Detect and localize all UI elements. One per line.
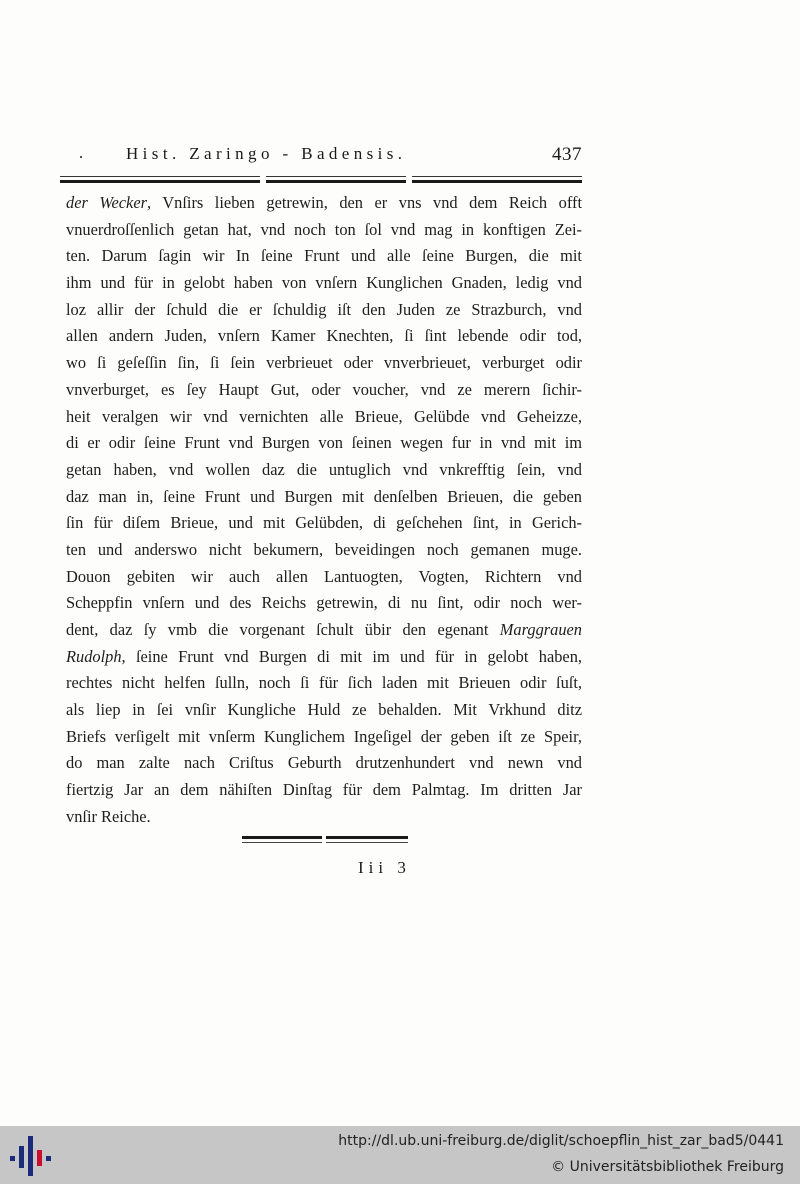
line-text: Douon gebiten wir auch allen Lantuogten, Vogten, Richtern vnd [66, 566, 582, 586]
text-line [66, 484, 582, 511]
line-text: vnſir Reiche. [66, 806, 151, 826]
line-text: ten. Darum ſagin wir In ſeine Frunt und alle ſeine Burgen, die mit [66, 246, 582, 266]
text-line [66, 217, 582, 244]
text-line [66, 804, 582, 831]
body-text [66, 190, 582, 831]
text-line [66, 457, 582, 484]
line-text: allen andern Juden, vnſern Kamer Knechten, ſi ſint lebende odir tod, [66, 326, 582, 346]
footer-bar [0, 1126, 800, 1184]
end-rule [242, 836, 408, 846]
line-text: di er odir ſeine Frunt vnd Burgen von ſeinen wegen fur in vnd mit im [66, 433, 582, 453]
italic-name: Marggrauen [499, 620, 582, 639]
head-dot [80, 156, 82, 158]
signature-mark: Iii 3 [358, 858, 411, 877]
text-line [66, 750, 582, 777]
footer-url-link[interactable]: http://dl.ub.uni-freiburg.de/diglit/schoepflin_hist_zar_bad5/0441 [338, 1133, 784, 1149]
line-text: Briefs verſigelt mit vnſerm Kunglichem Ingeſigel der geben iſt ze Speir, [66, 726, 582, 746]
line-text: getan haben, vnd wollen daz die untuglich vnd vnkrefftig ſein, vnd [66, 459, 582, 479]
line-text: , ſeine Frunt vnd Burgen di mit im und für in gelobt haben, [121, 646, 582, 666]
running-title: Hist. Zaringo - Badensis. [126, 144, 407, 163]
text-line [66, 270, 582, 297]
text-line [66, 644, 582, 671]
line-text: daz man in, ſeine Frunt und Burgen mit denſelben Brieuen, die geben [66, 486, 582, 506]
page-number: 437 [552, 144, 582, 165]
line-text: ten und anderswo nicht bekumern, beveidingen noch gemanen muge. [66, 539, 582, 559]
text-line [66, 590, 582, 617]
ub-freiburg-logo-icon[interactable] [10, 1136, 52, 1176]
text-line [66, 404, 582, 431]
line-text: wo ſi geſeſſin ſin, ſi ſein verbrieuet oder vnverbrieuet, verburget odir [66, 353, 582, 373]
text-line [66, 190, 582, 217]
line-text: heit veralgen wir vnd vernichten alle Brieue, Gelübde vnd Geheizze, [66, 406, 582, 426]
line-text: vnuerdroſſenlich getan hat, vnd noch ton ſol vnd mag in konftigen Zei- [66, 219, 582, 239]
line-text: , Vnſirs lieben getrewin, den er vns vnd dem Reich offt [147, 193, 582, 212]
text-line [66, 377, 582, 404]
line-text: vnverburget, es ſey Haupt Gut, oder voucher, vnd ze merern ſichir- [66, 379, 582, 399]
line-text: als liep in ſei vnſir Kungliche Huld ze behalden. Mit Vrkhund ditz [66, 700, 582, 720]
text-line [66, 777, 582, 804]
italic-name: Rudolph [66, 646, 122, 666]
text-line [66, 564, 582, 591]
line-text: dent, daz ſy vmb die vorgenant ſchult übir den egenant [66, 620, 489, 639]
text-line [66, 350, 582, 377]
line-text: ſin für diſem Brieue, und mit Gelübden, di geſchehen ſint, in Gerich- [66, 513, 582, 533]
italic-name: der Wecker [66, 193, 147, 212]
text-line [66, 617, 582, 644]
line-text: loz allir der ſchuld die er ſchuldig iſt den Juden ze Strazburch, vnd [66, 299, 582, 319]
line-text: rechtes nicht helfen ſulln, noch ſi für ſich laden mit Brieuen odir ſuſt, [66, 673, 582, 693]
text-line [66, 537, 582, 564]
text-line [66, 670, 582, 697]
text-line [66, 297, 582, 324]
line-text: Scheppfin vnſern und des Reichs getrewin, di nu ſint, odir noch wer- [66, 593, 582, 613]
head-rule [60, 176, 582, 184]
text-line [66, 243, 582, 270]
line-text: ihm und für in gelobt haben von vnſern Kunglichen Gnaden, ledig vnd [66, 273, 582, 293]
text-line [66, 323, 582, 350]
text-line [66, 510, 582, 537]
line-text: do man zalte nach Criſtus Geburth drutzenhundert vnd newn vnd [66, 753, 582, 773]
text-line [66, 430, 582, 457]
running-head [60, 140, 582, 170]
text-line [66, 724, 582, 751]
footer-copyright: © Universitätsbibliothek Freiburg [551, 1159, 784, 1175]
line-text: fiertzig Jar an dem nähiſten Dinſtag für dem Palmtag. Im dritten Jar [66, 780, 582, 800]
text-line [66, 697, 582, 724]
